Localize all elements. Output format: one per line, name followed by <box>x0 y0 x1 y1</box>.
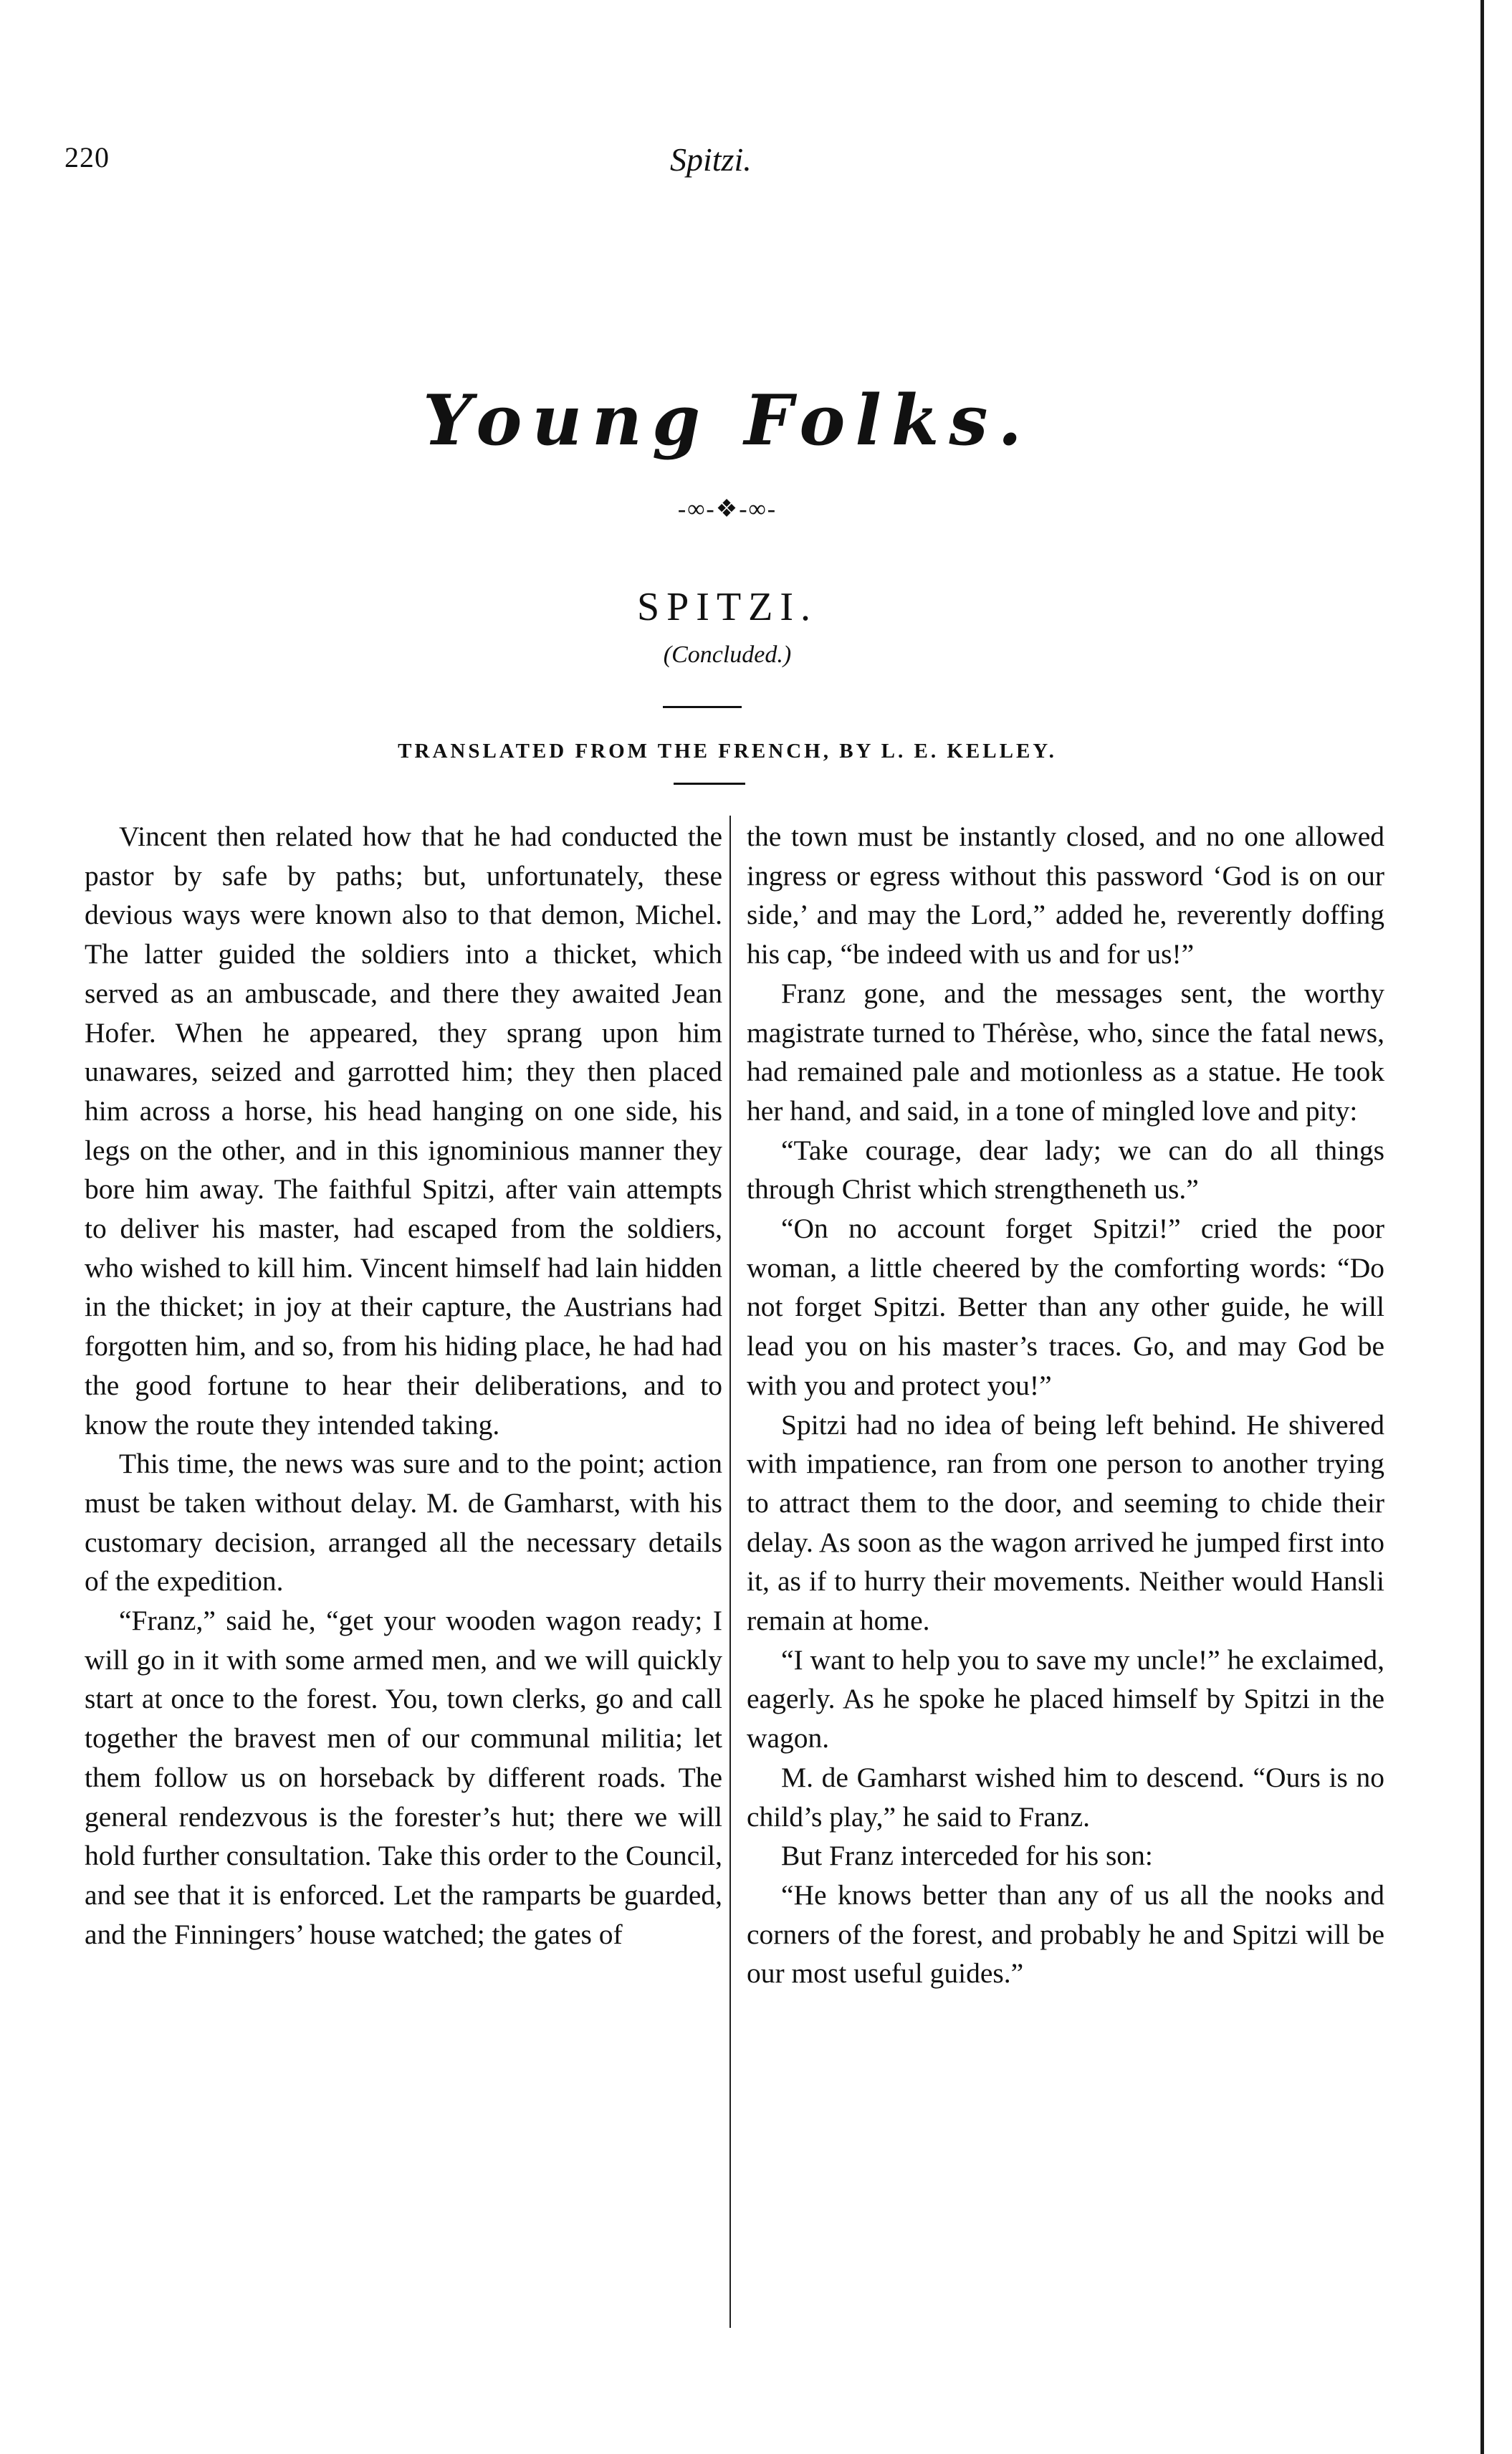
paragraph: the town must be instantly closed, and no one allowed ingress or egress without this password ‘God is on our side,’ and may the Lord,” added he, reverently doffing his cap, “be indeed with us and for us!” <box>747 821 1384 970</box>
paragraph: “I want to help you to save my uncle!” he exclaimed, eagerly. As he spoke he placed himself by Spitzi in the wagon. <box>747 1643 1384 1754</box>
section-title: Young Folks. <box>423 380 1032 461</box>
paragraph: “On no account forget Spitzi!” cried the poor woman, a little cheered by the comforting words: “Do not forget Spitzi. Better than any other guide, he will lead you on his master’s traces. Go, and may God be with you and protect you!” <box>747 1213 1384 1401</box>
page-number: 220 <box>64 141 110 173</box>
running-title: Spitzi. <box>670 141 752 178</box>
ornament-divider: -∞-❖-∞- <box>677 496 777 522</box>
paragraph: Vincent then related how that he had conducted the pastor by safe by paths; but, unfortunately, these devious ways were known also to that demon, Michel. The latter guided the soldiers into a thicket, which served as an ambuscade, and there they awaited Jean Hofer. When he appeared, they sprang upon him unawares, seized and garrotted him; they then placed him across a horse, his head hanging on one side, his legs on the other, and in this ignominious manner they bore him away. The faithful Spitzi, after vain attempts to deliver his master, had escaped from the soldiers, who wished to kill him. Vincent himself had lain hidden in the thicket; in joy at their capture, the Austrians had forgotten him, and so, from his hiding place, he had had the good fortune to hear their deliberations, and to know the route they intended taking. <box>85 821 722 1441</box>
page-edge-line <box>1480 0 1484 2454</box>
paragraph: “Take courage, dear lady; we can do all things through Christ which strengtheneth us.” <box>747 1134 1384 1205</box>
byline: TRANSLATED FROM THE FRENCH, BY L. E. KELLEY. <box>398 740 1057 763</box>
paragraph: Spitzi had no idea of being left behind. He shivered with impatience, ran from one person to another trying to attract them to the door, and seeming to chide their delay. As soon as the wagon arrived he jumped first into it, as if to hurry their movements. Neither would Hansli remain at home. <box>747 1408 1384 1637</box>
paragraph: Franz gone, and the messages sent, the worthy magistrate turned to Thérèse, who, since the fatal news, had remained pale and motionless as a statue. He took her hand, and said, in a tone of mingled love and pity: <box>747 977 1384 1127</box>
paragraph: This time, the news was sure and to the point; action must be taken without delay. M. de Gamharst, with his customary decision, arranged all the necessary details of the expedition. <box>85 1448 722 1598</box>
column-divider <box>729 816 731 2328</box>
paragraph: “He knows better than any of us all the nooks and corners of the forest, and probably he and Spitzi will be our most useful guides.” <box>747 1878 1384 1990</box>
paragraph: But Franz interceded for his son: <box>781 1840 1153 1872</box>
title-rule <box>663 706 742 708</box>
article-title: SPITZI. <box>637 585 818 629</box>
right-column <box>747 817 1384 1993</box>
left-column <box>85 817 722 1954</box>
paragraph: “Franz,” said he, “get your wooden wagon ready; I will go in it with some armed men, and we will quickly start at once to the forest. You, town clerks, go and call together the bravest men of our communal militia; let them follow us on horseback by different roads. The general rendezvous is the forester’s hut; there we will hold further consultation. Take this order to the Council, and see that it is enforced. Let the ramparts be guarded, and the Finningers’ house watched; the gates of <box>85 1605 722 1950</box>
article-status: (Concluded.) <box>663 641 792 668</box>
paragraph: M. de Gamharst wished him to descend. “Ours is no child’s play,” he said to Franz. <box>747 1761 1384 1833</box>
byline-rule <box>674 783 745 785</box>
running-head <box>64 140 752 191</box>
